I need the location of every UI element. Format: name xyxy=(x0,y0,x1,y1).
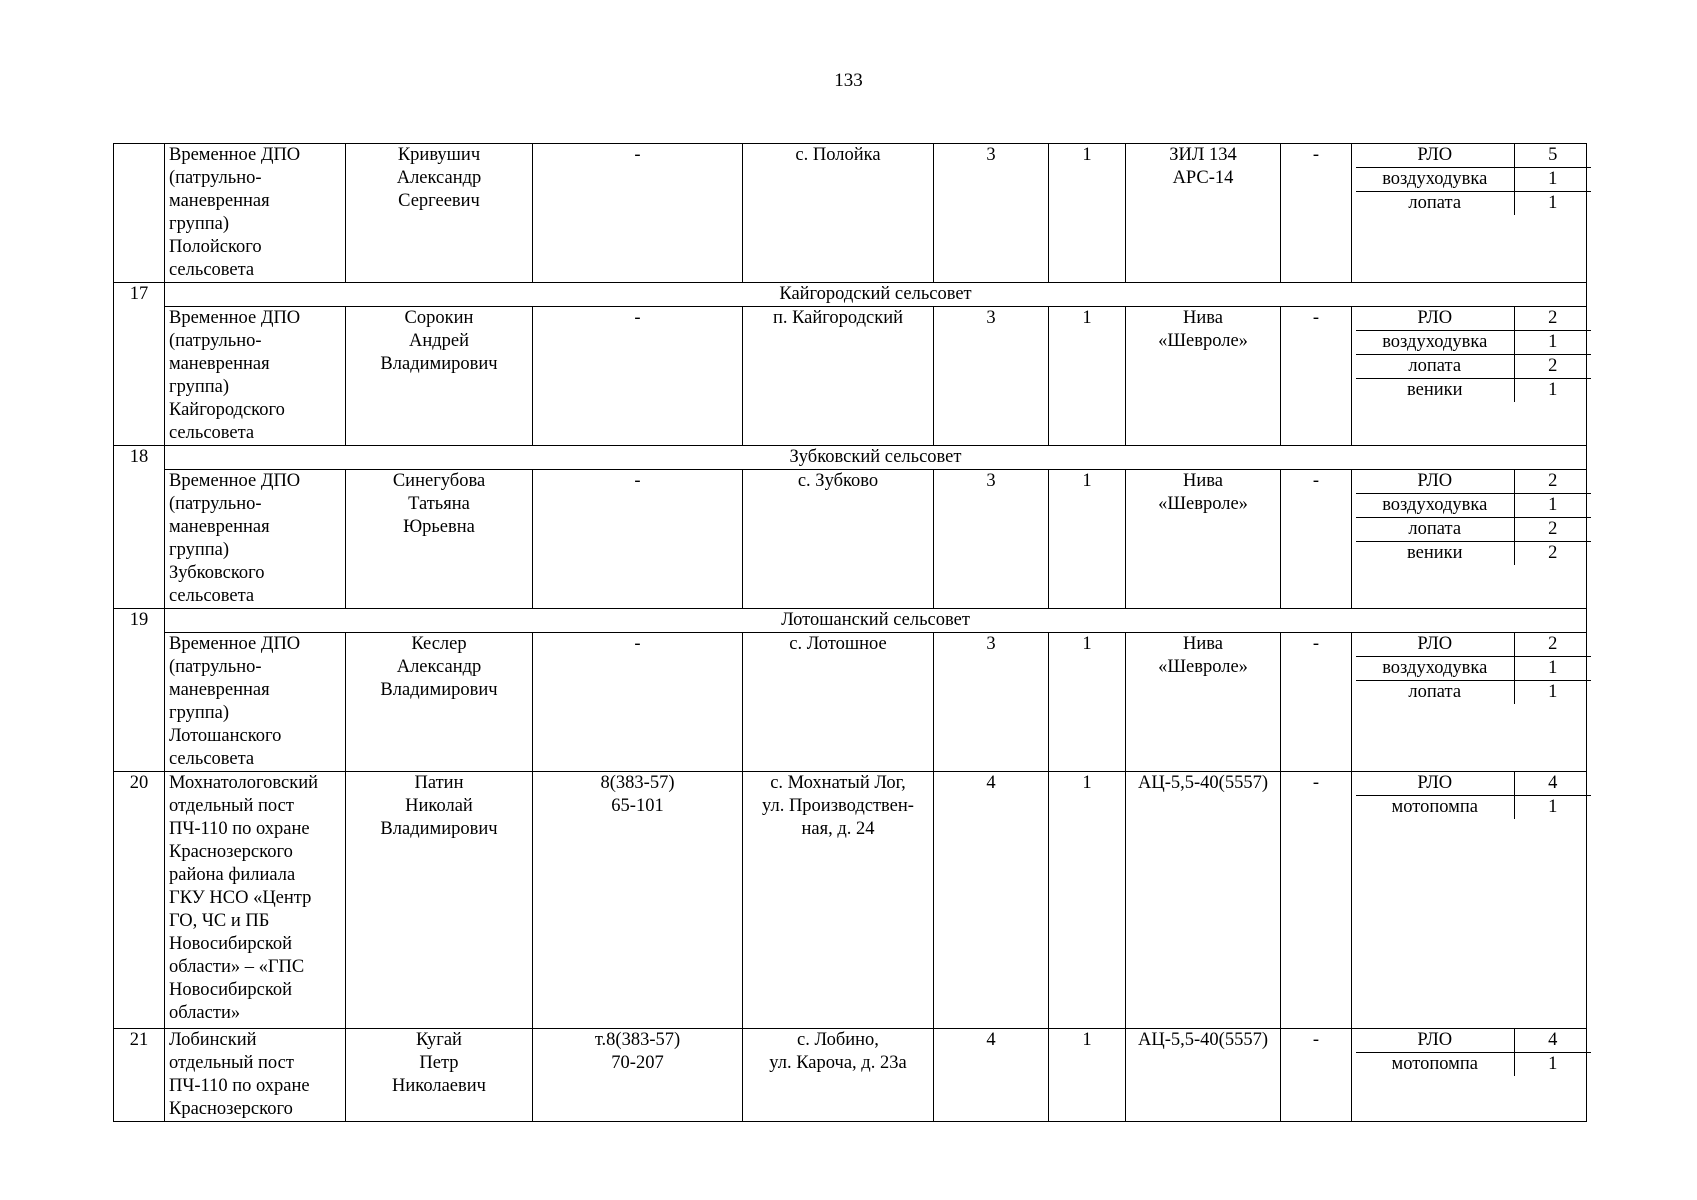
head-name: Кривушич Александр Сергеевич xyxy=(346,144,533,283)
section-row xyxy=(114,446,1587,470)
equipment-qty: 2 xyxy=(1514,470,1591,494)
people-count: 4 xyxy=(934,772,1049,1029)
phone: - xyxy=(533,307,743,446)
equipment-name: РЛО xyxy=(1356,1029,1514,1053)
units-count: 1 xyxy=(1049,307,1126,446)
address: с. Лобино, ул. Кароча, д. 23а xyxy=(743,1029,934,1122)
equipment-item xyxy=(1356,542,1591,566)
section-row xyxy=(114,283,1587,307)
equipment-name: лопата xyxy=(1356,681,1514,705)
unit-name: Временное ДПО (патрульно- маневренная группа) Лотошанского сельсовета xyxy=(165,633,346,772)
address: с. Полойка xyxy=(743,144,934,283)
equipment-qty: 1 xyxy=(1548,682,1558,702)
extra-field: - xyxy=(1281,144,1352,283)
extra-field: - xyxy=(1281,633,1352,772)
equipment-qty: 2 xyxy=(1514,355,1591,379)
row-number: 21 xyxy=(114,1029,165,1122)
table-row xyxy=(114,144,1587,283)
equipment-item xyxy=(1356,379,1591,403)
address: с. Лотошное xyxy=(743,633,934,772)
phone: - xyxy=(533,470,743,609)
equipment-list xyxy=(1352,1029,1587,1122)
extra-field: - xyxy=(1281,1029,1352,1122)
equipment-item xyxy=(1356,470,1591,494)
equipment-name: РЛО xyxy=(1356,470,1514,494)
equipment-name: лопата xyxy=(1356,192,1514,216)
equipment-list xyxy=(1352,633,1587,772)
equipment-qty: 1 xyxy=(1514,168,1591,192)
vehicle: ЗИЛ 134 АРС-14 xyxy=(1126,144,1281,283)
equipment-list xyxy=(1352,470,1587,609)
equipment-name: мотопомпа xyxy=(1356,1053,1514,1077)
equipment-name: РЛО xyxy=(1356,633,1514,657)
vehicle: Нива «Шевроле» xyxy=(1126,470,1281,609)
row-number: 18 xyxy=(114,446,165,609)
equipment-qty: 1 xyxy=(1548,193,1558,213)
equipment-list xyxy=(1352,144,1587,283)
row-number xyxy=(114,144,165,283)
equipment-qty: 1 xyxy=(1514,331,1591,355)
equipment-name: веники xyxy=(1356,379,1514,403)
page-number: 133 xyxy=(834,70,863,91)
vehicle: Нива «Шевроле» xyxy=(1126,307,1281,446)
vehicle: АЦ-5,5-40(5557) xyxy=(1126,1029,1281,1122)
equipment-name: мотопомпа xyxy=(1356,796,1514,820)
equipment-qty: 2 xyxy=(1514,633,1591,657)
head-name: Кеслер Александр Владимирович xyxy=(346,633,533,772)
equipment-qty: 2 xyxy=(1514,307,1591,331)
unit-name: Временное ДПО (патрульно- маневренная группа) Полойского сельсовета xyxy=(165,144,346,283)
vehicle: АЦ-5,5-40(5557) xyxy=(1126,772,1281,1029)
row-number: 20 xyxy=(114,772,165,1029)
phone: т.8(383-57) 70-207 xyxy=(533,1029,743,1122)
equipment-item xyxy=(1356,331,1591,355)
phone: - xyxy=(533,633,743,772)
equipment-item xyxy=(1356,355,1591,379)
equipment-qty: 2 xyxy=(1548,543,1558,563)
extra-field: - xyxy=(1281,772,1352,1029)
equipment-name: лопата xyxy=(1356,518,1514,542)
table-row xyxy=(114,772,1587,1029)
equipment-name: воздуходувка xyxy=(1356,657,1514,681)
unit-name: Временное ДПО (патрульно- маневренная группа) Кайгородского сельсовета xyxy=(165,307,346,446)
equipment-list xyxy=(1352,772,1587,1029)
people-count: 3 xyxy=(934,633,1049,772)
equipment-item xyxy=(1356,494,1591,518)
equipment-item xyxy=(1356,633,1591,657)
equipment-item xyxy=(1356,657,1591,681)
equipment-name: РЛО xyxy=(1356,307,1514,331)
unit-name: Временное ДПО (патрульно- маневренная группа) Зубковского сельсовета xyxy=(165,470,346,609)
head-name: Сорокин Андрей Владимирович xyxy=(346,307,533,446)
extra-field: - xyxy=(1281,307,1352,446)
equipment-name: воздуходувка xyxy=(1356,331,1514,355)
equipment-name: веники xyxy=(1356,542,1514,566)
table-row xyxy=(114,470,1587,609)
section-row xyxy=(114,609,1587,633)
section-title: Кайгородский сельсовет xyxy=(165,283,1587,307)
equipment-item xyxy=(1356,307,1591,331)
equipment-item xyxy=(1356,192,1591,216)
head-name: Синегубова Татьяна Юрьевна xyxy=(346,470,533,609)
equipment-qty: 2 xyxy=(1514,518,1591,542)
equipment-item xyxy=(1356,772,1591,796)
phone: 8(383-57) 65-101 xyxy=(533,772,743,1029)
equipment-qty: 1 xyxy=(1514,657,1591,681)
head-name: Кугай Петр Николаевич xyxy=(346,1029,533,1122)
equipment-item xyxy=(1356,1029,1591,1053)
equipment-name: РЛО xyxy=(1356,772,1514,796)
section-title: Зубковский сельсовет xyxy=(165,446,1587,470)
people-count: 3 xyxy=(934,470,1049,609)
equipment-qty: 4 xyxy=(1514,772,1591,796)
equipment-name: воздуходувка xyxy=(1356,494,1514,518)
people-count: 4 xyxy=(934,1029,1049,1122)
people-count: 3 xyxy=(934,307,1049,446)
equipment-item xyxy=(1356,681,1591,705)
equipment-qty: 1 xyxy=(1548,380,1558,400)
equipment-list xyxy=(1352,307,1587,446)
table-row xyxy=(114,1029,1587,1122)
extra-field: - xyxy=(1281,470,1352,609)
equipment-qty: 1 xyxy=(1548,797,1558,817)
table-row xyxy=(114,307,1587,446)
equipment-qty: 1 xyxy=(1548,1054,1558,1074)
equipment-name: РЛО xyxy=(1356,144,1514,168)
equipment-item xyxy=(1356,1053,1591,1077)
people-count: 3 xyxy=(934,144,1049,283)
unit-name: Лобинский отдельный пост ПЧ-110 по охране Краснозерского xyxy=(165,1029,346,1122)
fire-units-table xyxy=(113,143,1587,1122)
row-number: 19 xyxy=(114,609,165,772)
address: с. Зубково xyxy=(743,470,934,609)
units-count: 1 xyxy=(1049,1029,1126,1122)
equipment-item xyxy=(1356,796,1591,820)
units-count: 1 xyxy=(1049,144,1126,283)
equipment-item xyxy=(1356,518,1591,542)
equipment-qty: 4 xyxy=(1514,1029,1591,1053)
address: с. Мохнатый Лог, ул. Производствен- ная, д. 24 xyxy=(743,772,934,1029)
table-row xyxy=(114,633,1587,772)
phone: - xyxy=(533,144,743,283)
equipment-name: воздуходувка xyxy=(1356,168,1514,192)
units-count: 1 xyxy=(1049,633,1126,772)
equipment-name: лопата xyxy=(1356,355,1514,379)
equipment-qty: 5 xyxy=(1514,144,1591,168)
equipment-item xyxy=(1356,168,1591,192)
section-title: Лотошанский сельсовет xyxy=(165,609,1587,633)
units-count: 1 xyxy=(1049,470,1126,609)
equipment-qty: 1 xyxy=(1514,494,1591,518)
equipment-item xyxy=(1356,144,1591,168)
row-number: 17 xyxy=(114,283,165,446)
address: п. Кайгородский xyxy=(743,307,934,446)
units-count: 1 xyxy=(1049,772,1126,1029)
unit-name: Мохнатологовский отдельный пост ПЧ-110 по охране Краснозерского района филиала ГКУ НСО «Центр ГО, ЧС и ПБ Новосибирской области» – «ГПС Новосибирской области» xyxy=(165,772,346,1029)
vehicle: Нива «Шевроле» xyxy=(1126,633,1281,772)
head-name: Патин Николай Владимирович xyxy=(346,772,533,1029)
